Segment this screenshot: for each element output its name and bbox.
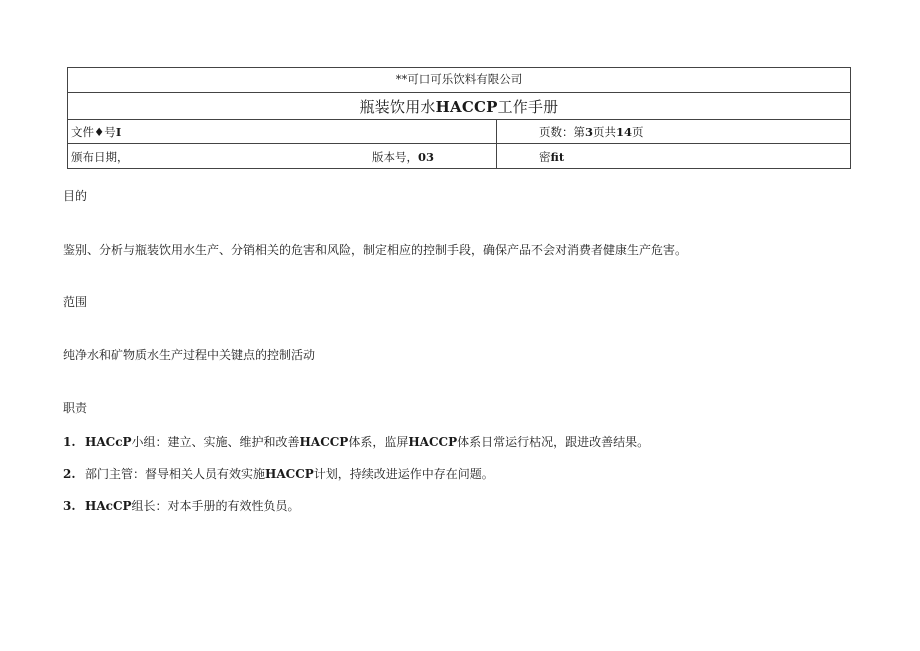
doc-number-value: I [115,125,122,139]
duty-lead: HAcCP [85,499,132,513]
scope-heading: 范围 [63,295,88,309]
doc-number [71,124,121,140]
document-header-table [67,67,851,169]
confidentiality [539,149,564,165]
title-suffix: 工作手册 [497,98,559,116]
version-value: 03 [418,150,435,164]
duty-item-1 [63,433,649,450]
purpose-heading: 目的 [63,189,88,203]
company-name: **可口可乐饮料有限公司 [395,72,523,86]
duty-text: 体系日常运行枯况，跟进改善结果。 [457,435,650,449]
duty-number: 2. [63,467,76,481]
page-current: 3 [585,125,594,139]
issue-date: 颁布日期， [71,150,129,164]
date-version-row [68,144,850,169]
page-count-suffix: 页 [632,125,644,139]
doc-number-label: 文件♦号 [71,125,116,139]
duty-number: 1. [63,435,76,449]
title-prefix: 瓶装饮用水 [359,98,436,116]
scope-text: 纯净水和矿物质水生产过程中关键点的控制活动 [63,348,316,362]
title-haccp: HACCP [435,98,498,116]
duty-haccp: HACCP [299,435,349,449]
column-divider [496,120,497,143]
confidentiality-value: fit [550,150,565,164]
version-label: 版本号， [372,150,418,164]
duty-item-2 [63,465,494,482]
duty-text: 小组：建立、实施、维护和改善 [131,435,300,449]
duty-heading: 职责 [63,401,88,415]
duty-text: 部门主管：督导相关人员有效实施 [85,467,266,481]
duty-text: 组长：对本手册的有效性负员。 [131,499,300,513]
page-count-label: 页数：第 [539,125,585,139]
duty-haccp: HACCP [265,467,314,481]
page-total: 14 [616,125,633,139]
doc-info-row [68,120,850,144]
confidentiality-label: 密 [539,150,551,164]
duty-item-3 [63,497,300,514]
manual-title [68,96,850,117]
duty-text: 计划，持续改进运作中存在问题。 [313,467,494,481]
version-number [372,149,434,165]
column-divider [496,144,497,169]
page-count [539,124,644,140]
duty-number: 3. [63,499,76,513]
duty-haccp: HACCP [408,435,458,449]
duty-lead: HACcP [85,435,132,449]
purpose-text: 鉴别、分析与瓶装饮用水生产、分销相关的危害和风险，制定相应的控制手段，确保产品不会对消费者健康生产危害。 [63,243,688,257]
company-row [68,68,850,93]
duty-text: 体系，监屏 [348,435,409,449]
page-count-mid: 页共 [593,125,617,139]
title-row [68,93,850,120]
